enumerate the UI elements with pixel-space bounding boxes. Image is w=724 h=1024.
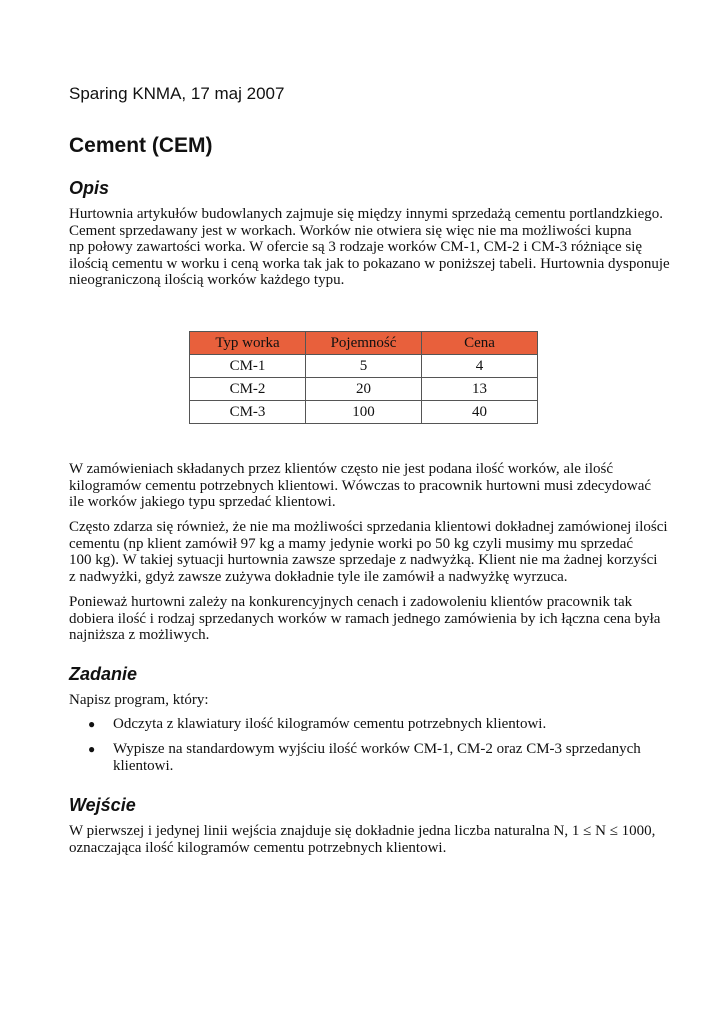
contest-header: Sparing KNMA, 17 maj 2007 xyxy=(69,84,285,103)
text-line: 100 kg). W takiej sytuacji hurtownia zawsze sprzedaje z nadwyżką. Klient nie ma żadnej korzyści xyxy=(69,552,658,568)
table-row xyxy=(190,401,538,424)
paragraph-surplus xyxy=(69,519,669,585)
table-header-row xyxy=(190,332,538,355)
list-item-text xyxy=(113,741,641,775)
table-row xyxy=(190,378,538,401)
column-header: Cena xyxy=(422,332,538,355)
text-line: najniższa z możliwych. xyxy=(69,627,210,643)
table-cell: CM-3 xyxy=(190,401,306,424)
text-line: Hurtownia artykułów budowlanych zajmuje się między innymi sprzedażą cementu portlandzkiego. xyxy=(69,206,663,222)
text-line: nieograniczoną ilością worków każdego typu. xyxy=(69,272,345,288)
zadanie-intro xyxy=(69,692,669,709)
text-line: W pierwszej i jedynej linii wejścia znajduje się dokładnie jedna liczba naturalna N, 1 ≤ N ≤ 1000, xyxy=(69,823,656,839)
text-line: dobiera ilość i rodzaj sprzedanych worków w ramach jednego zamówienia by ich łączna cena była xyxy=(69,610,661,627)
text-line: z nadwyżki, gdyż zawsze zużywa dokładnie tyle ile zamówił a nadwyżkę wyrzuca. xyxy=(69,568,568,585)
text-line: Wypisze na standardowym wyjściu ilość worków CM-1, CM-2 oraz CM-3 sprzedanych xyxy=(113,741,641,757)
table-cell: 20 xyxy=(306,378,422,401)
table-cell: CM-2 xyxy=(190,378,306,401)
text-line: np połowy zawartości worka. W ofercie są 3 rodzaje worków CM-1, CM-2 i CM-3 różniące się xyxy=(69,239,643,255)
section-heading-zadanie: Zadanie xyxy=(69,664,138,684)
text-line: Ponieważ hurtowni zależy na konkurencyjnych cenach i zadowoleniu klientów pracownik tak xyxy=(69,594,633,610)
bullet-icon: ● xyxy=(88,717,96,731)
wejscie-paragraph xyxy=(69,823,669,856)
bag-types-table xyxy=(189,331,538,424)
section-heading-opis: Opis xyxy=(69,178,110,198)
text-line: ilością cementu w worku i ceną worka tak jak to pokazano w poniższej tabeli. Hurtownia dysponuje xyxy=(69,255,670,272)
text-line: Cement sprzedawany jest w workach. Worków nie otwiera się więc nie ma możliwości kupna xyxy=(69,222,632,239)
bullet-icon: ● xyxy=(88,742,96,756)
section-heading-wejscie: Wejście xyxy=(69,795,136,815)
table-cell: 5 xyxy=(306,355,422,378)
table-cell: 100 xyxy=(306,401,422,424)
paragraph-price xyxy=(69,594,669,644)
table-cell: 40 xyxy=(422,401,538,424)
text-line: cementu (np klient zamówił 97 kg a mamy jedynie worki po 50 kg czyli musimy mu sprzedać xyxy=(69,535,634,552)
text-line: ile worków jakiego typu sprzedać klientowi. xyxy=(69,494,336,510)
table-cell: 13 xyxy=(422,378,538,401)
paragraph-orders xyxy=(69,461,669,511)
problem-title: Cement (CEM) xyxy=(69,134,213,157)
text-line: Odczyta z klawiatury ilość kilogramów cementu potrzebnych klientowi. xyxy=(113,716,547,732)
table-row xyxy=(190,355,538,378)
column-header: Typ worka xyxy=(190,332,306,355)
text-line: Napisz program, który: xyxy=(69,692,209,708)
column-header: Pojemność xyxy=(306,332,422,355)
table-cell: CM-1 xyxy=(190,355,306,378)
opis-paragraph xyxy=(69,206,669,289)
text-line: oznaczająca ilość kilogramów cementu potrzebnych klientowi. xyxy=(69,839,447,856)
text-line: W zamówieniach składanych przez klientów często nie jest podana ilość worków, ale ilość xyxy=(69,461,613,477)
text-line: kilogramów cementu potrzebnych klientowi. Wówczas to pracownik hurtowni musi zdecydować xyxy=(69,477,652,494)
text-line: klientowi. xyxy=(113,758,174,774)
list-item-text xyxy=(113,716,546,733)
table-cell: 4 xyxy=(422,355,538,378)
text-line: Często zdarza się również, że nie ma możliwości sprzedania klientowi dokładnej zamówionej ilości xyxy=(69,519,668,535)
